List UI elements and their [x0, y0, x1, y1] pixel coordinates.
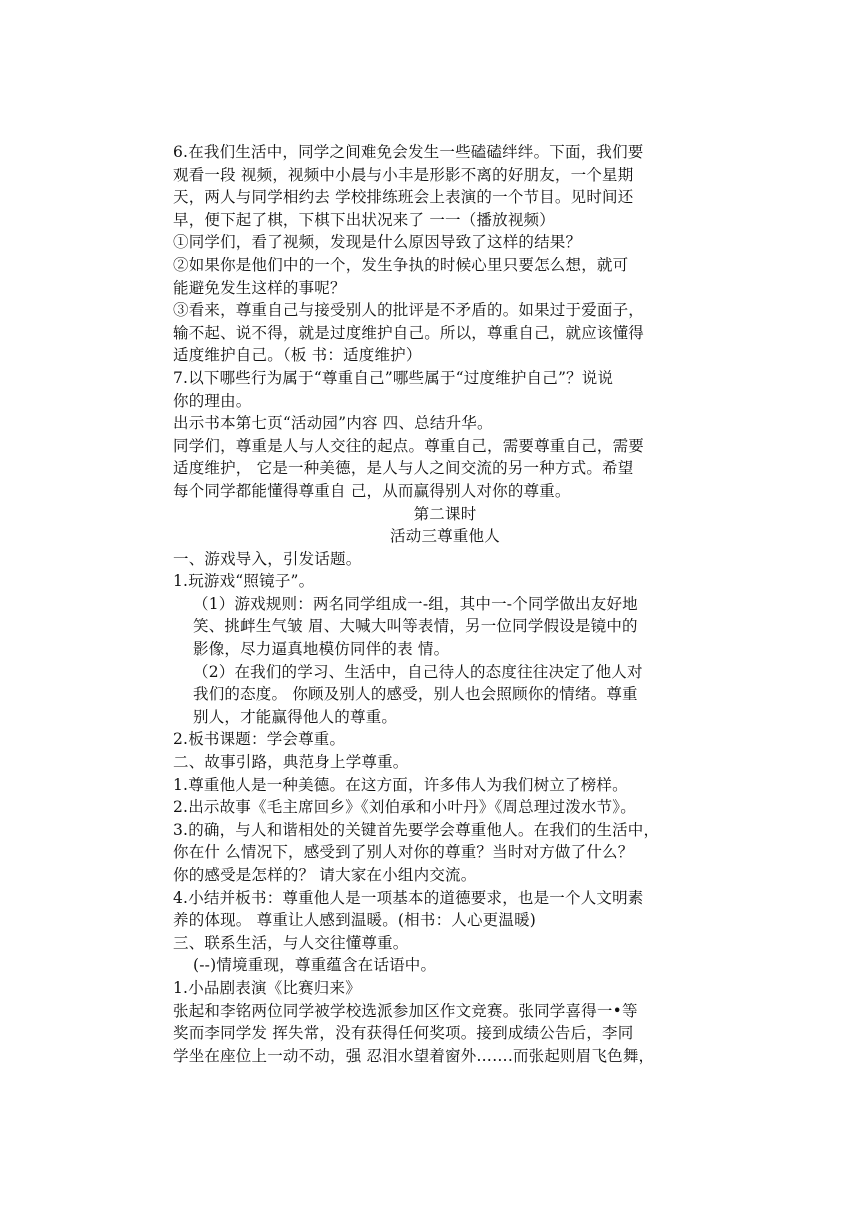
text-line: （1）游戏规则：两名同学组成一-组，其中一-个同学做出友好地 [193, 594, 638, 613]
text-line: 1.小品剧表演《比赛归来》 [173, 978, 361, 997]
document-body [173, 141, 703, 1067]
text-line: 2.板书课题：学会尊重。 [173, 730, 346, 749]
text-line: 2.出示故事《毛主席回乡》《刘伯承和小叶丹》《周总理过泼水节》。 [173, 798, 636, 817]
text-line: 学坐在座位上一动不动，强 忍泪水望着窗外…….而张起则眉飞色舞， [173, 1046, 655, 1065]
text-line: 养的体现。 尊重让人感到温暖。(相书：人心更温暖) [173, 911, 537, 930]
text-line: 影像，尽力逼真地模仿同伴的表 情。 [193, 640, 450, 659]
text-line: 7.以下哪些行为属于“尊重自己”哪些属于“过度维护自己”？说说 [173, 368, 614, 387]
text-line: 出示书本第七页“活动园”内容 四、总结升华。 [173, 414, 493, 433]
text-line: 6.在我们生活中，同学之间难免会发生一些磕磕绊绊。下面，我们要 [173, 143, 644, 161]
text-line: 我们的态度。 你顾及别人的感受，别人也会照顾你的情绪。尊重 [193, 685, 638, 704]
question-line: ③看来，尊重自己与接受别人的批评是不矛盾的。如果过于爱面子， [173, 301, 645, 320]
text-line: 你在什 么情况下，感受到了别人对你的尊重？当时对方做了什么？ [173, 843, 634, 862]
text-line: 别人，才能赢得他人的尊重。 [193, 707, 398, 726]
text-line: 1.尊重他人是一种美德。在这方面，许多伟人为我们树立了榜样。 [173, 775, 628, 794]
activity-heading: 活动三尊重他人 [390, 527, 500, 546]
text-line: （2）在我们的学习、生活中，自己待人的态度往往决定了他人对 [193, 662, 643, 681]
text-line: 你的理由。 [173, 391, 252, 410]
question-line: ②如果你是他们中的一个，发生争执的时候心里只要怎么想，就可 [173, 255, 629, 274]
section-heading: 二、故事引路，典范身上学尊重。 [173, 753, 409, 772]
lesson-heading: 第二课时 [413, 504, 477, 523]
text-line: 1.玩游戏“照镜子”。 [173, 572, 315, 591]
text-line: 笑、挑衅生气皱 眉、大喊大叫等表情，另一位同学假设是镜中的 [193, 617, 638, 636]
text-line: 4.小结并板书：尊重他人是一项基本的道德要求，也是一个人文明素 [173, 888, 644, 907]
question-line: ①同学们，看了视频，发现是什么原因导致了这样的结果？ [173, 233, 582, 252]
text-line: 天，两人与同学相约去 学校排练班会上表演的一个节目。见时间还 [173, 188, 634, 207]
text-line: 适度维护自己。（板 书：适度维护） [173, 346, 422, 365]
text-line: 张起和李铭两位同学被学校选派参加区作文竞赛。张同学喜得一•等 [173, 1001, 638, 1020]
text-line: 你的感受是怎样的？ 请大家在小组内交流。 [173, 866, 477, 884]
section-heading: 三、联系生活，与人交往懂尊重。 [173, 933, 409, 952]
text-line: 适度维护， 它是一种美德，是人与人之间交流的另一种方式。希望 [173, 459, 634, 478]
text-line: 能避免发生这样的事呢？ [173, 278, 346, 297]
text-line: 观看一段 视频，视频中小晨与小丰是形影不离的好朋友，一个星期 [173, 165, 634, 184]
text-line: 奖而李同学发 挥失常，没有获得任何奖项。接到成绩公告后，李同 [173, 1024, 634, 1043]
text-line: 输不起、说不得，就是过度维护自己。所以，尊重自己，就应该懂得 [173, 323, 645, 342]
text-line: 3.的确，与人和谐相处的关键首先要学会尊重他人。在我们的生活中， [173, 820, 660, 839]
subsection-heading: (--)情境重现，尊重蕴含在话语中。 [193, 956, 437, 975]
text-line: 早，便下起了棋，下棋下出状况来了 一一（播放视频） [173, 210, 555, 229]
text-line: 每个同学都能懂得尊重自 己，从而赢得别人对你的尊重。 [173, 481, 571, 500]
text-line: 同学们，尊重是人与人交往的起点。尊重自己，需要尊重自己，需要 [173, 436, 645, 455]
section-heading: 一、游戏导入，引发话题。 [173, 549, 362, 568]
